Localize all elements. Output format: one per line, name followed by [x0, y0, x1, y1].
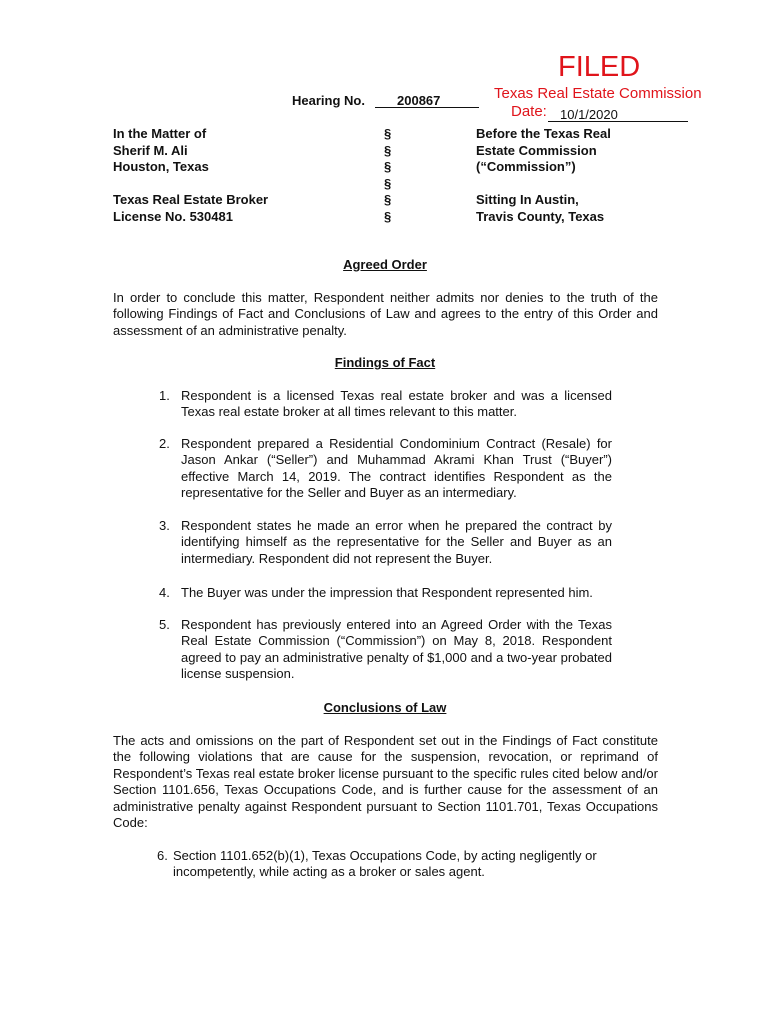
document-title: Agreed Order: [343, 257, 427, 272]
caption-line: (“Commission”): [476, 159, 576, 175]
stamp-agency: Texas Real Estate Commission: [494, 85, 702, 102]
item-text: Respondent prepared a Residential Condominium Contract (Resale) for Jason Ankar (“Seller”) and Muhammad Akrami Khan Trust (“Buyer”) effective March 14, 2019. The contract identifies Respondent as the representative for the Seller and Buyer as an intermediary.: [181, 436, 612, 501]
findings-heading: Findings of Fact: [334, 355, 436, 370]
section-mark: §: [384, 142, 392, 158]
caption-line: In the Matter of: [113, 126, 207, 141]
stamp-filed-text: FILED: [558, 51, 641, 83]
caption-line: Sherif M. Ali: [113, 142, 188, 158]
item-number: 2.: [159, 436, 170, 451]
caption-left: [113, 126, 268, 226]
caption-line: Houston, Texas: [113, 159, 209, 175]
section-mark: §: [384, 126, 392, 141]
caption-section-marks: [384, 126, 391, 226]
stamp-date-label: Date:: [511, 103, 547, 120]
intro-paragraph: In order to conclude this matter, Respondent neither admits nor denies to the truth of the following Findings of Fact and Conclusions of Law and agrees to the entry of this Order and assessment of an administrative penalty.: [113, 290, 658, 338]
caption-line: Estate Commission: [476, 142, 597, 158]
item-text: The Buyer was under the impression that Respondent represented him.: [181, 585, 593, 600]
caption-line: Travis County, Texas: [476, 208, 605, 224]
caption-line: License No. 530481: [113, 208, 233, 224]
item-number: 3.: [159, 518, 170, 533]
item-number: 5.: [159, 617, 170, 632]
section-mark: §: [384, 192, 392, 208]
section-mark: §: [384, 208, 392, 224]
conclusions-heading: Conclusions of Law: [323, 700, 447, 715]
conclusions-paragraph: The acts and omissions on the part of Respondent set out in the Findings of Fact constitute the following violations that are cause for the suspension, revocation, or reprimand of Respondent’s Texas real estate broker license pursuant to the specific rules cited below and/or Section 1101.656, Texas Occupations Code, and is further cause for the assessment of an administrative penalty against Respondent pursuant to Section 1101.701, Texas Occupations Code:: [113, 733, 658, 831]
section-mark: §: [384, 175, 392, 191]
hearing-number: 200867: [397, 93, 441, 108]
item-text: Respondent has previously entered into an Agreed Order with the Texas Real Estate Commission (“Commission”) on May 8, 2018. Respondent agreed to pay an administrative penalty of $1,000 and a two-year probated license suspension.: [181, 617, 612, 682]
item-text: Section 1101.652(b)(1), Texas Occupations Code, by acting negligently or incompetently, while acting as a broker or sales agent.: [173, 848, 597, 880]
item-number: 1.: [159, 388, 170, 403]
caption-line: Sitting In Austin,: [476, 192, 579, 208]
caption-line: Texas Real Estate Broker: [113, 192, 269, 208]
section-mark: §: [384, 159, 392, 175]
item-number: 4.: [159, 585, 170, 600]
hearing-label: Hearing No.: [292, 93, 365, 108]
item-number: 6.: [157, 848, 168, 863]
item-text: Respondent is a licensed Texas real estate broker and was a licensed Texas real estate broker at all times relevant to this matter.: [181, 388, 612, 420]
caption-right: [476, 126, 611, 226]
item-text: Respondent states he made an error when he prepared the contract by identifying himself as the representative for the Seller and Buyer as an intermediary. Respondent did not represent the Buyer.: [181, 518, 612, 566]
stamp-date-value: 10/1/2020: [560, 107, 618, 122]
caption-line: Before the Texas Real: [476, 126, 611, 141]
stamp-date-underline: [548, 121, 688, 122]
hearing-underline: [375, 107, 479, 108]
